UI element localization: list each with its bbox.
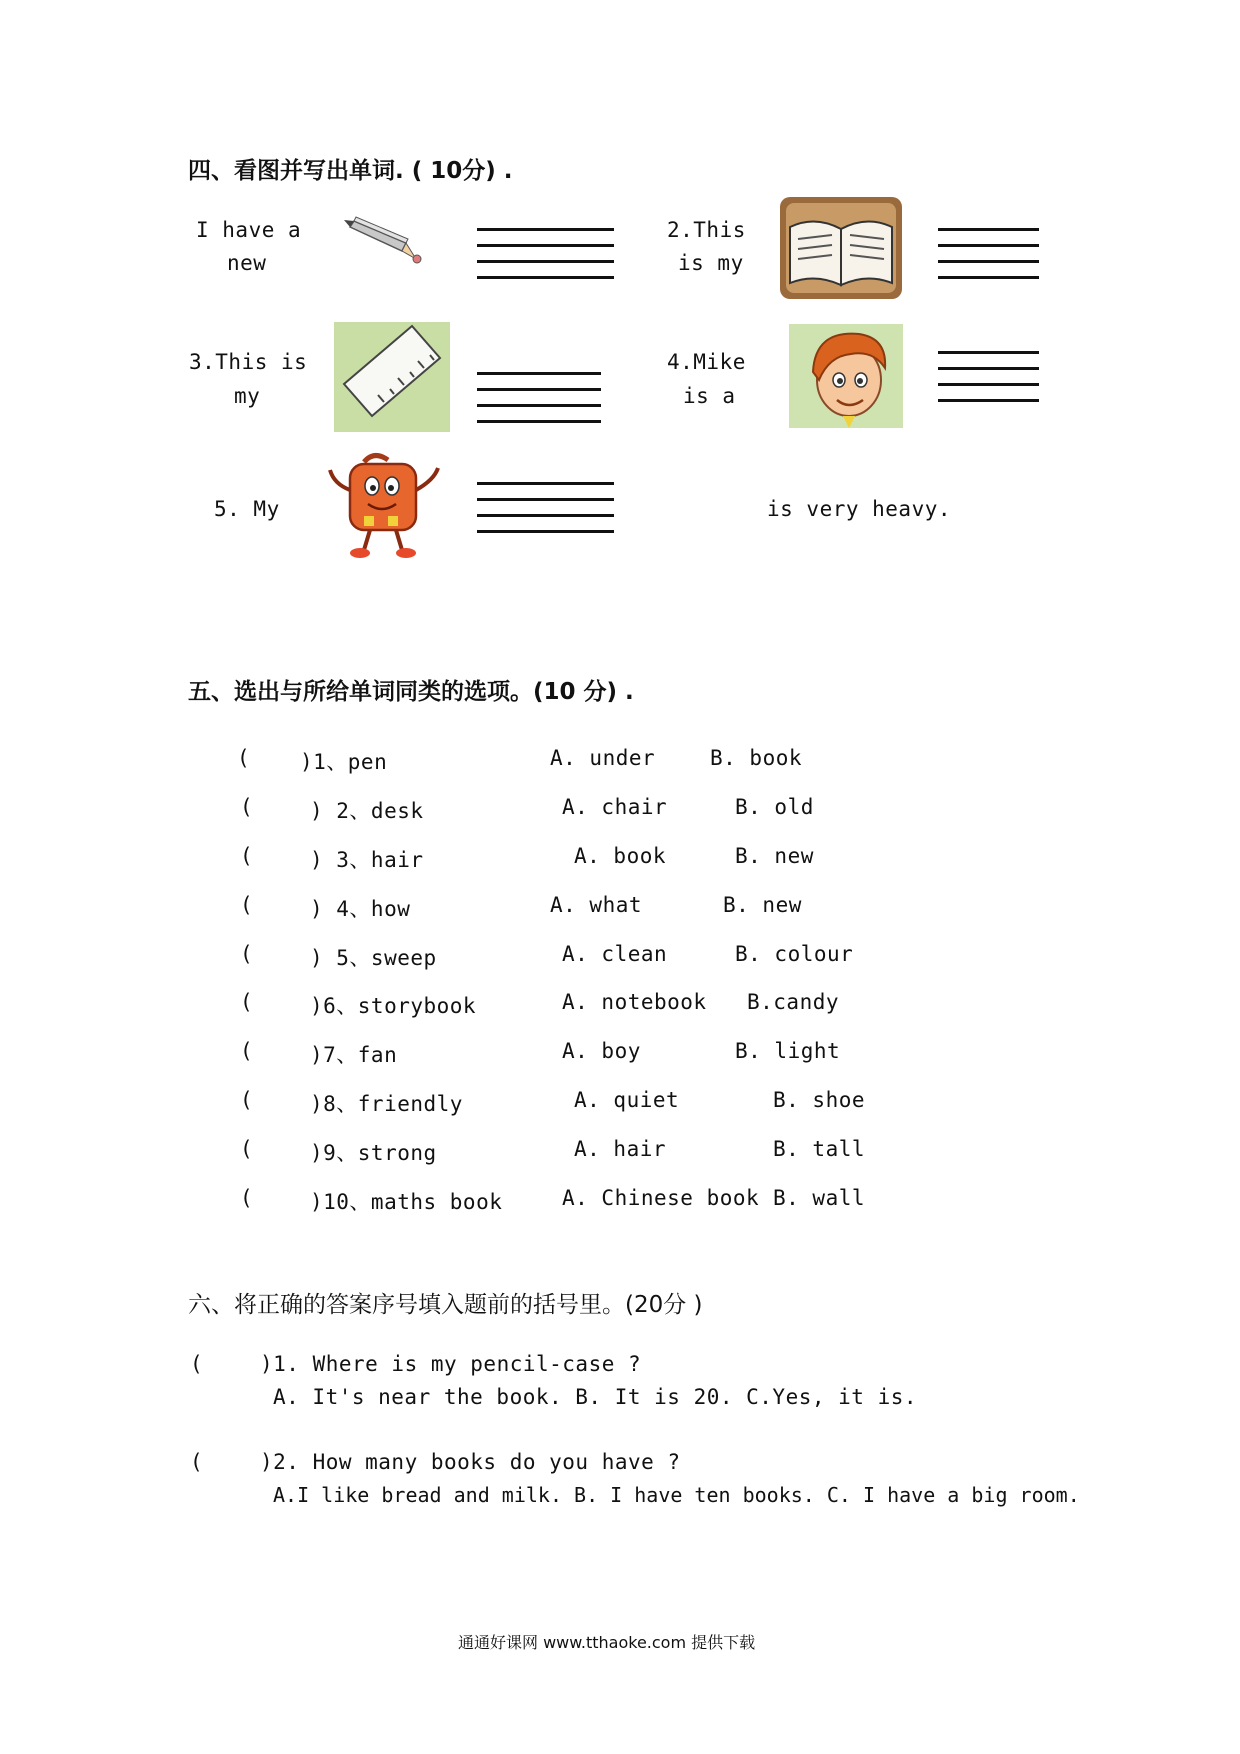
s5-a-6: A. notebook — [562, 990, 707, 1014]
book-icon — [780, 197, 902, 299]
s5-paren-5[interactable]: ( — [240, 942, 254, 966]
s5-a-2: A. chair — [562, 795, 668, 819]
q4-5-line1: 5. My — [214, 497, 280, 521]
s5-paren-7[interactable]: ( — [240, 1039, 254, 1063]
s5-q-9: )9、strong — [310, 1141, 437, 1165]
s5-a-10: A. Chinese book — [562, 1186, 760, 1210]
answer-lines-5[interactable] — [477, 482, 614, 546]
s5-b-2: B. old — [735, 795, 814, 819]
q4-4-line1: 4.Mike — [667, 350, 746, 374]
s5-b-4: B. new — [723, 893, 802, 917]
s6-paren-2[interactable]: ( — [190, 1450, 204, 1474]
s6-q-2: )2. How many books do you have ? — [260, 1450, 681, 1474]
q4-5-tail: is very heavy. — [767, 497, 952, 521]
q4-2-line1: 2.This — [667, 218, 746, 242]
answer-lines-1[interactable] — [477, 228, 614, 292]
s5-b-10: B. wall — [773, 1186, 866, 1210]
s5-q-3: ) 3、hair — [310, 848, 424, 872]
q4-1-line2: new — [227, 251, 267, 275]
s5-b-8: B. shoe — [773, 1088, 866, 1112]
answer-lines-4[interactable] — [938, 351, 1039, 415]
s5-paren-3[interactable]: ( — [240, 844, 254, 868]
s6-options-1: A. It's near the book. B. It is 20. C.Yes, it is. — [273, 1385, 918, 1409]
s5-paren-10[interactable]: ( — [240, 1186, 254, 1210]
s5-paren-2[interactable]: ( — [240, 795, 254, 819]
q4-2-line2: is my — [678, 251, 744, 275]
s5-q-6: )6、storybook — [310, 994, 477, 1018]
s5-a-3: A. book — [574, 844, 667, 868]
ruler-icon — [334, 322, 450, 432]
s5-b-5: B. colour — [735, 942, 854, 966]
footer-text: 通通好课网 www.tthaoke.com 提供下载 — [458, 1633, 756, 1652]
q4-3-line1: 3.This is — [189, 350, 308, 374]
q4-4-line2: is a — [683, 384, 736, 408]
s6-q-1: )1. Where is my pencil-case ? — [260, 1352, 642, 1376]
s5-q-4: ) 4、how — [310, 897, 411, 921]
s5-a-1: A. under — [550, 746, 656, 770]
s5-q-8: )8、friendly — [310, 1092, 463, 1116]
section4-title: 四、看图并写出单词. ( 10分) . — [188, 158, 513, 184]
s6-options-2: A.I like bread and milk. B. I have ten books. C. I have a big room. — [273, 1483, 1080, 1507]
s5-b-1: B. book — [710, 746, 803, 770]
s5-q-2: ) 2、desk — [310, 799, 424, 823]
s5-b-9: B. tall — [773, 1137, 866, 1161]
s5-a-9: A. hair — [574, 1137, 667, 1161]
s5-q-5: ) 5、sweep — [310, 946, 437, 970]
s5-a-7: A. boy — [562, 1039, 641, 1063]
s5-a-8: A. quiet — [574, 1088, 680, 1112]
s5-q-10: )10、maths book — [310, 1190, 503, 1214]
s5-a-4: A. what — [550, 893, 643, 917]
boy-icon — [789, 324, 903, 428]
s5-b-7: B. light — [735, 1039, 841, 1063]
answer-lines-3[interactable] — [477, 372, 601, 436]
answer-lines-2[interactable] — [938, 228, 1039, 292]
s5-paren-6[interactable]: ( — [240, 990, 254, 1014]
pencil-icon — [342, 215, 432, 275]
s5-q-1: )1、pen — [300, 750, 388, 774]
s5-b-3: B. new — [735, 844, 814, 868]
s6-paren-1[interactable]: ( — [190, 1352, 204, 1376]
section6-title: 六、将正确的答案序号填入题前的括号里。(20分 ) — [188, 1292, 703, 1318]
schoolbag-icon — [326, 450, 444, 560]
q4-3-line2: my — [234, 384, 261, 408]
s5-paren-4[interactable]: ( — [240, 893, 254, 917]
s5-paren-8[interactable]: ( — [240, 1088, 254, 1112]
s5-q-7: )7、fan — [310, 1043, 398, 1067]
q4-1-line1: I have a — [196, 218, 302, 242]
s5-b-6: B.candy — [747, 990, 840, 1014]
section5-title: 五、选出与所给单词同类的选项。(10 分) . — [188, 679, 634, 705]
s5-paren-1[interactable]: ( — [237, 746, 251, 770]
s5-paren-9[interactable]: ( — [240, 1137, 254, 1161]
s5-a-5: A. clean — [562, 942, 668, 966]
